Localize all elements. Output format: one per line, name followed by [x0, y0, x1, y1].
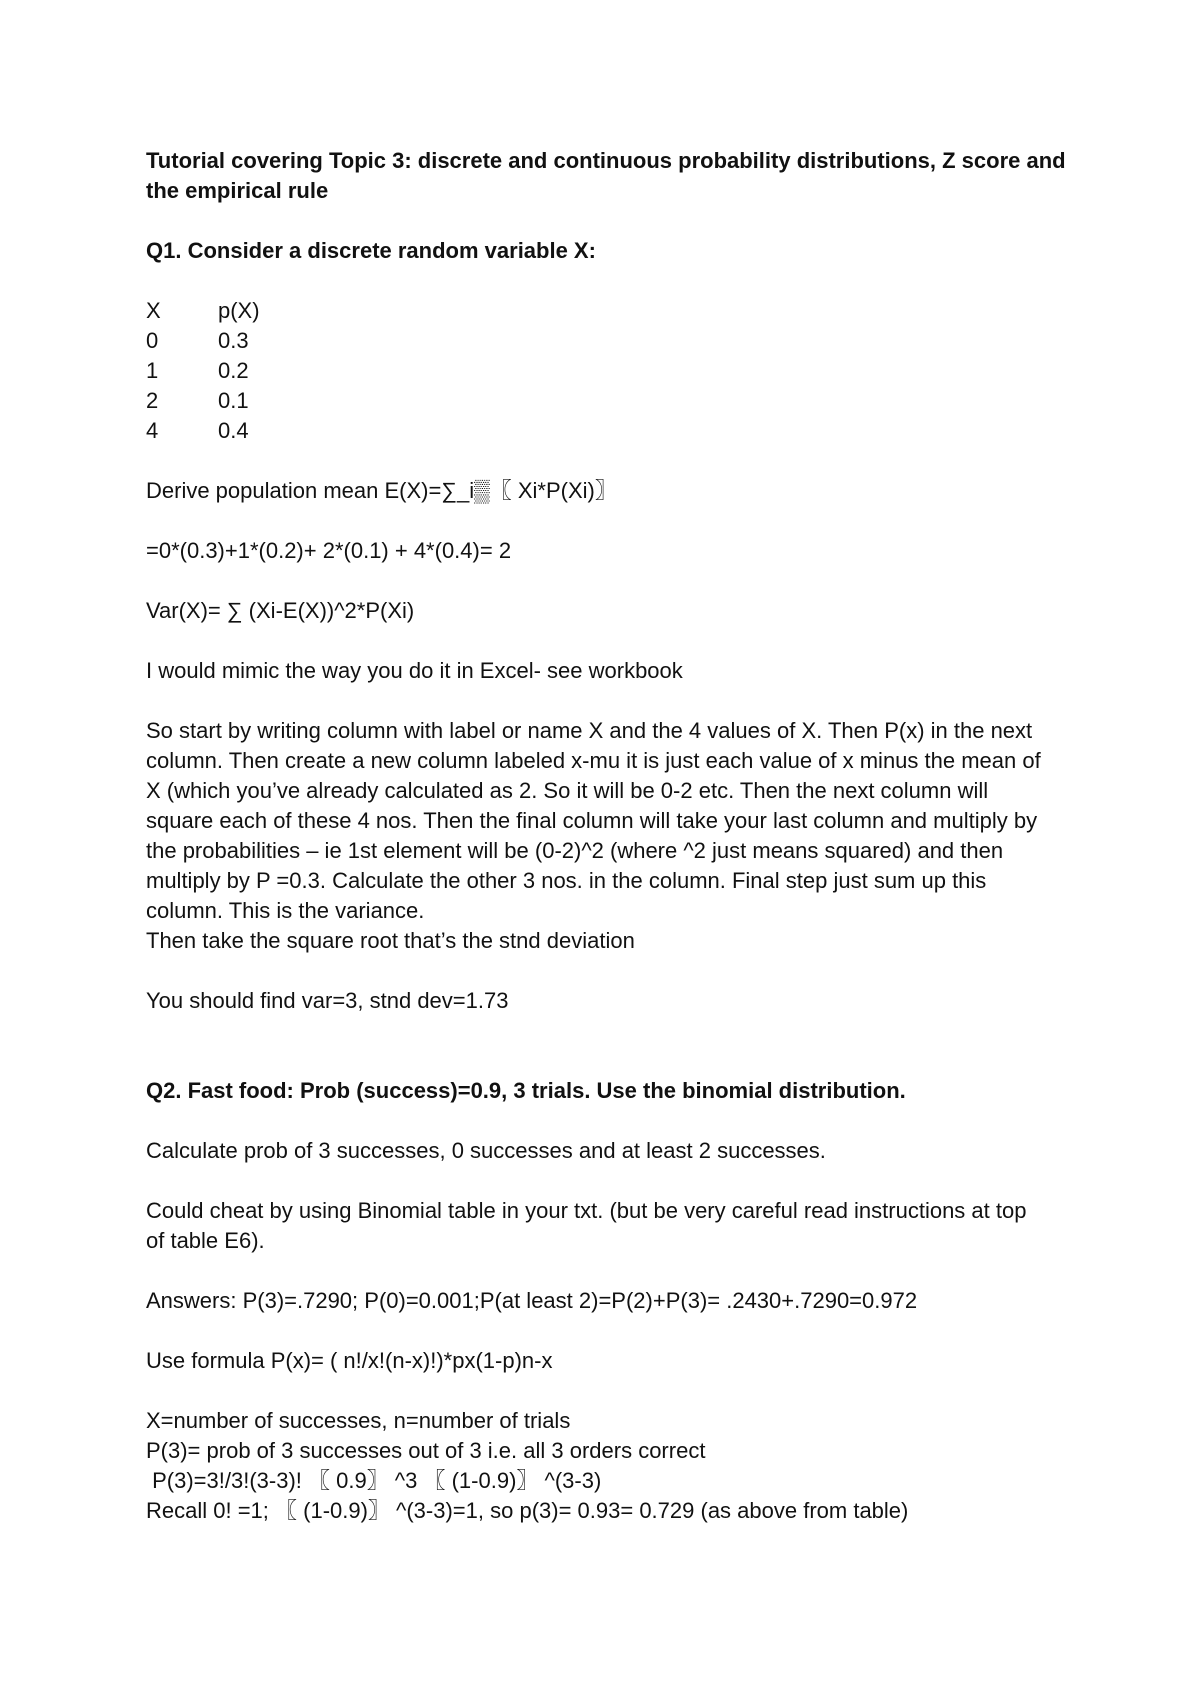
spacer — [146, 626, 1076, 656]
spacer — [146, 1166, 1076, 1196]
variance-definition: Var(X)= ∑ (Xi-E(X))^2*P(Xi) — [146, 598, 415, 623]
spacer — [146, 566, 1076, 596]
spacer — [146, 1106, 1076, 1136]
instruction-line: column. This is the variance. — [146, 898, 425, 923]
mean-calculation: =0*(0.3)+1*(0.2)+ 2*(0.1) + 4*(0.4)= 2 — [146, 538, 512, 563]
table-cell-px: 0.2 — [218, 358, 249, 383]
table-cell-x: 2 — [146, 388, 159, 413]
definition-line: P(3)=3!/3!(3-3)! 〖 0.9〗 ^3 〖 (1-0.9)〗 ^(3-3) — [146, 1468, 602, 1493]
spacer — [146, 446, 1076, 476]
cheat-line: of table E6). — [146, 1228, 265, 1253]
q1-heading: Q1. Consider a discrete random variable X: — [146, 238, 596, 263]
spacer — [146, 956, 1076, 986]
q1-result: You should find var=3, stnd dev=1.73 — [146, 988, 509, 1013]
table-cell-px: 0.1 — [218, 388, 249, 413]
instruction-line: the probabilities – ie 1st element will be (0-2)^2 (where ^2 just means squared) and then — [146, 838, 1004, 863]
mean-definition: Derive population mean E(X)=∑_i▒〖 Xi*P(Xi)〗 — [146, 478, 617, 503]
q2-answers: Answers: P(3)=.7290; P(0)=0.001;P(at least 2)=P(2)+P(3)= .2430+.7290=0.972 — [146, 1288, 918, 1313]
table-cell-x: 1 — [146, 358, 159, 383]
spacer — [146, 686, 1076, 716]
instruction-line: X (which you’ve already calculated as 2. So it will be 0-2 etc. Then the next column will — [146, 778, 989, 803]
binomial-formula: Use formula P(x)= ( n!/x!(n-x)!)*px(1-p)n-x — [146, 1348, 553, 1373]
excel-note: I would mimic the way you do it in Excel- see workbook — [146, 658, 683, 683]
cheat-paragraph — [146, 1196, 1076, 1256]
spacer — [146, 1256, 1076, 1286]
instruction-line: Then take the square root that’s the stnd deviation — [146, 928, 635, 953]
table-header-px: p(X) — [218, 298, 260, 323]
instruction-line: So start by writing column with label or name X and the 4 values of X. Then P(x) in the next — [146, 718, 1033, 743]
table-cell-px: 0.3 — [218, 328, 249, 353]
spacer — [146, 206, 1076, 236]
instruction-line: square each of these 4 nos. Then the final column will take your last column and multiply by — [146, 808, 1038, 833]
table-row — [146, 356, 1076, 386]
table-header-row — [146, 296, 1076, 326]
probability-table — [146, 296, 1076, 446]
spacer — [146, 1316, 1076, 1346]
spacer — [146, 266, 1076, 296]
cheat-line: Could cheat by using Binomial table in your txt. (but be very careful read instructions at top — [146, 1198, 1027, 1223]
table-row — [146, 386, 1076, 416]
definition-line: X=number of successes, n=number of trials — [146, 1408, 571, 1433]
spacer — [146, 1376, 1076, 1406]
q2-heading: Q2. Fast food: Prob (success)=0.9, 3 trials. Use the binomial distribution. — [146, 1078, 906, 1103]
table-cell-x: 0 — [146, 328, 159, 353]
instructions-paragraph — [146, 716, 1076, 956]
instruction-line: multiply by P =0.3. Calculate the other 3 nos. in the column. Final step just sum up this — [146, 868, 987, 893]
spacer — [146, 506, 1076, 536]
definitions-paragraph — [146, 1406, 1076, 1526]
document-page — [146, 146, 1076, 1526]
table-cell-x: 4 — [146, 418, 159, 443]
table-header-x: X — [146, 298, 161, 323]
table-row — [146, 416, 1076, 446]
instruction-line: column. Then create a new column labeled x-mu it is just each value of x minus the mean of — [146, 748, 1041, 773]
definition-line: Recall 0! =1; 〖 (1-0.9)〗 ^(3-3)=1, so p(3)= 0.93= 0.729 (as above from table) — [146, 1498, 909, 1523]
document-title: Tutorial covering Topic 3: discrete and continuous probability distributions, Z score and the empirical rule — [146, 148, 1066, 203]
table-cell-px: 0.4 — [218, 418, 249, 443]
spacer — [146, 1016, 1076, 1076]
q2-task: Calculate prob of 3 successes, 0 successes and at least 2 successes. — [146, 1138, 826, 1163]
table-row — [146, 326, 1076, 356]
definition-line: P(3)= prob of 3 successes out of 3 i.e. all 3 orders correct — [146, 1438, 706, 1463]
